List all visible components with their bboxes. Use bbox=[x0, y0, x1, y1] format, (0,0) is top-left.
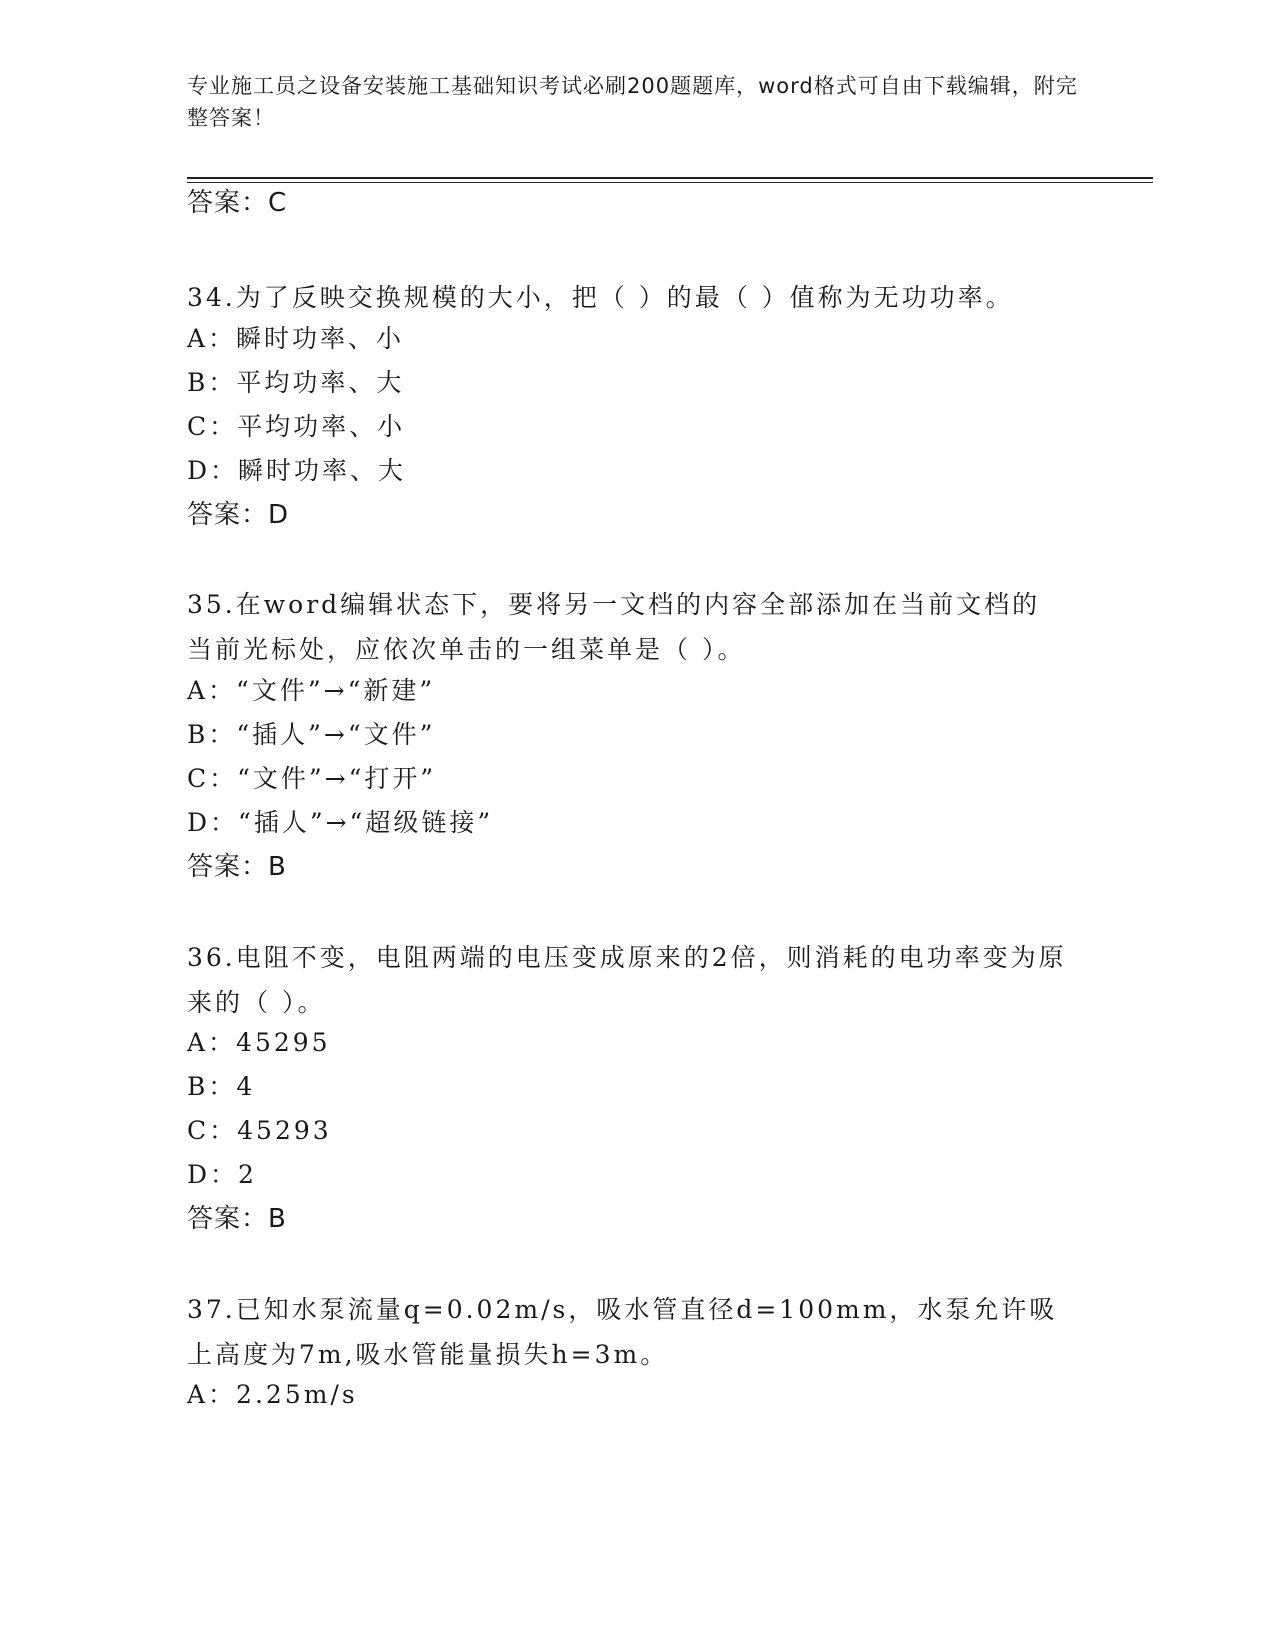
answer-line: 答案：C bbox=[187, 188, 288, 218]
option-a: A：2.25m/s bbox=[187, 1380, 358, 1409]
option-a: A：“文件”→“新建” bbox=[187, 676, 436, 705]
option-d: D：2 bbox=[187, 1160, 257, 1189]
option-a: A：瞬时功率、小 bbox=[187, 324, 405, 353]
header-divider bbox=[187, 177, 1153, 179]
option-c: C：“文件”→“打开” bbox=[187, 764, 437, 793]
option-c: C：45293 bbox=[187, 1116, 332, 1145]
option-d: D：“插人”→“超级链接” bbox=[187, 808, 494, 837]
question-34-stem: 34.为了反映交换规模的大小，把（ ）的最（ ）值称为无功功率。 bbox=[187, 283, 1014, 312]
answer-line: 答案：B bbox=[187, 1204, 287, 1234]
question-35-stem: 35.在word编辑状态下，要将另一文档的内容全部添加在当前文档的当前光标处，应依次单击的一组菜单是（ ）。 bbox=[187, 590, 1041, 664]
option-a: A：45295 bbox=[187, 1028, 331, 1057]
answer-line: 答案：B bbox=[187, 852, 287, 882]
option-b: B：平均功率、大 bbox=[187, 368, 405, 397]
document-header: 专业施工员之设备安装施工基础知识考试必刷200题题库，word格式可自由下载编辑，附完整答案！ bbox=[187, 74, 1078, 130]
answer-line: 答案：D bbox=[187, 500, 290, 530]
header-divider-thin bbox=[187, 182, 1153, 183]
question-36-stem: 36.电阻不变，电阻两端的电压变成原来的2倍，则消耗的电功率变为原来的（ ）。 bbox=[187, 943, 1067, 1017]
option-d: D：瞬时功率、大 bbox=[187, 456, 407, 485]
option-b: B：4 bbox=[187, 1072, 256, 1101]
option-b: B：“插人”→“文件” bbox=[187, 720, 436, 749]
option-c: C：平均功率、小 bbox=[187, 412, 406, 441]
question-37-stem: 37.已知水泵流量q=0.02m/s，吸水管直径d=100mm，水泵允许吸上高度为7m,吸水管能量损失h=3m。 bbox=[187, 1295, 1058, 1369]
